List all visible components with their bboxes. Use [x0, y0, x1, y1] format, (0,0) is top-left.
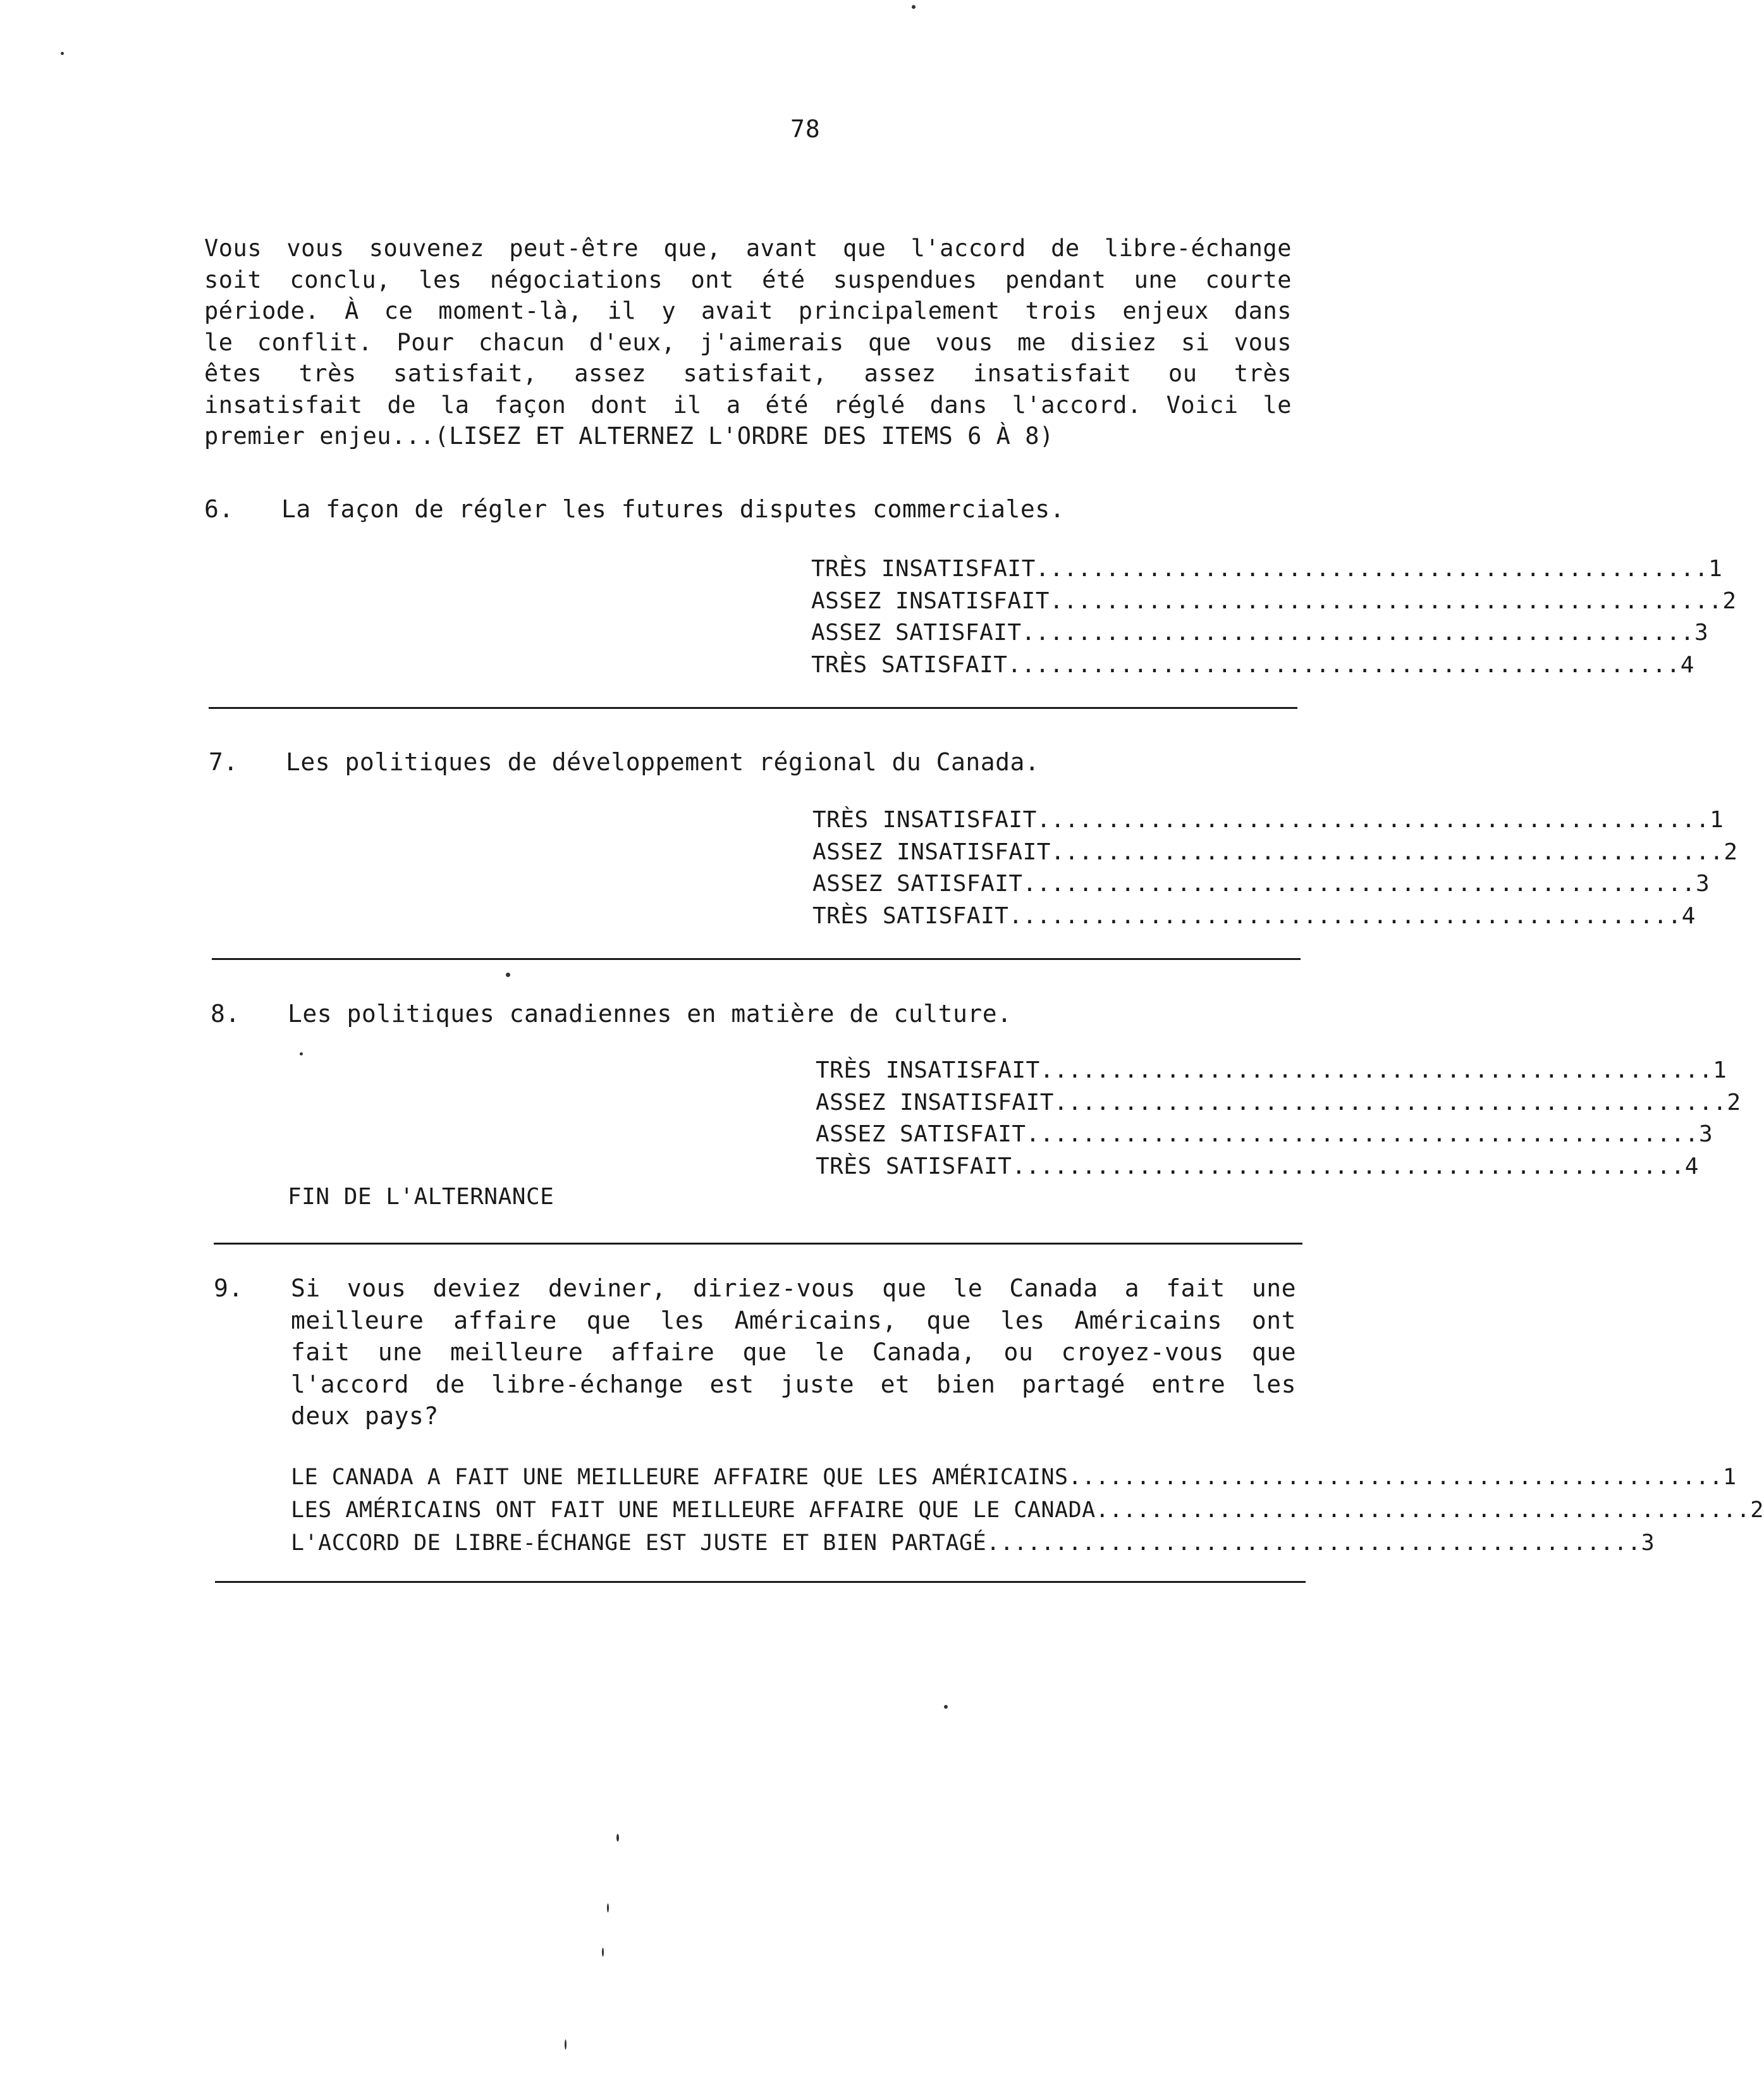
intro-line: insatisfait de la façon dont il a été réglé dans l'accord. Voici le: [204, 391, 1292, 419]
scan-speck: [616, 1834, 619, 1842]
intro-line: soit conclu, les négociations ont été suspendues pendant une courte: [204, 266, 1292, 293]
answer-option: ASSEZ SATISFAIT ................................................ 3: [812, 871, 1710, 897]
answer-option: LE CANADA A FAIT UNE MEILLEURE AFFAIRE QUE LES AMÉRICAINS ................................................ 1: [291, 1465, 1737, 1490]
answer-option: TRÈS SATISFAIT ................................................ 4: [812, 902, 1696, 929]
answer-option: TRÈS INSATISFAIT ................................................ 1: [816, 1057, 1727, 1083]
answer-option: TRÈS INSATISFAIT ................................................ 1: [812, 807, 1724, 833]
question-line: deux pays?: [291, 1402, 439, 1430]
intro-line: le conflit. Pour chacun d'eux, j'aimerais que vous me disiez si vous: [204, 328, 1292, 356]
question-text: Les politiques de développement régional du Canada.: [286, 748, 1040, 776]
answer-option: TRÈS SATISFAIT ................................................ 4: [811, 651, 1694, 678]
scan-speck: [61, 52, 64, 55]
answer-option: TRÈS INSATISFAIT ................................................ 1: [811, 556, 1723, 582]
intro-line: êtes très satisfait, assez satisfait, assez insatisfait ou très: [204, 360, 1292, 387]
question-line: fait une meilleure affaire que le Canada, ou croyez-vous que: [291, 1338, 1296, 1366]
q8-options: [816, 1055, 1741, 1183]
answer-option: TRÈS SATISFAIT ................................................ 4: [816, 1153, 1699, 1179]
q9-options: [291, 1461, 1764, 1559]
section-divider: [215, 1581, 1306, 1583]
question-7: [209, 746, 1283, 778]
question-text: La façon de régler les futures disputes commerciales.: [281, 495, 1065, 523]
scan-speck: [944, 1705, 948, 1709]
page-number: 78: [790, 115, 821, 143]
question-number: 9.: [214, 1274, 243, 1302]
question-line: meilleure affaire que les Américains, que les Américains ont: [291, 1306, 1296, 1334]
q6-options: [811, 553, 1737, 681]
question-number: 7.: [209, 748, 238, 776]
q7-options: [812, 804, 1738, 932]
intro-line: période. À ce moment-là, il y avait principalement trois enjeux dans: [204, 297, 1292, 324]
scan-speck: [607, 1904, 609, 1912]
question-line: l'accord de libre-échange est juste et bien partagé entre les: [291, 1370, 1296, 1398]
answer-option: LES AMÉRICAINS ONT FAIT UNE MEILLEURE AFFAIRE QUE LE CANADA ................................................ 2: [291, 1498, 1764, 1523]
question-line: Si vous deviez deviner, diriez-vous que le Canada a fait une: [291, 1274, 1296, 1302]
answer-option: ASSEZ SATISFAIT ................................................ 3: [816, 1121, 1713, 1147]
answer-option: ASSEZ INSATISFAIT ................................................ 2: [816, 1089, 1741, 1116]
intro-line: Vous vous souvenez peut-être que, avant que l'accord de libre-échange: [204, 235, 1292, 262]
question-6: [204, 493, 1279, 525]
question-9-number: [214, 1272, 277, 1304]
section-divider: [214, 1243, 1302, 1245]
scan-speck: [300, 1052, 303, 1055]
answer-option: ASSEZ INSATISFAIT ................................................ 2: [811, 587, 1737, 614]
intro-line: premier enjeu...(LISEZ ET ALTERNEZ L'ORDRE DES ITEMS 6 À 8): [204, 422, 1054, 450]
intro-paragraph: [204, 233, 1292, 452]
end-of-rotation-note: FIN DE L'ALTERNANCE: [288, 1184, 554, 1210]
scan-speck: [565, 2039, 567, 2050]
scan-speck: [602, 1948, 604, 1957]
answer-option: L'ACCORD DE LIBRE-ÉCHANGE EST JUSTE ET BIEN PARTAGÉ ................................................ 3: [291, 1530, 1655, 1556]
question-number: 8.: [211, 1000, 240, 1028]
answer-option: ASSEZ INSATISFAIT ................................................ 2: [812, 839, 1738, 865]
scan-speck: [506, 973, 510, 977]
question-9-text: [291, 1272, 1296, 1432]
scan-speck: [912, 5, 916, 9]
question-8: [211, 998, 1285, 1030]
section-divider: [209, 707, 1297, 709]
section-divider: [212, 958, 1301, 960]
answer-option: ASSEZ SATISFAIT ................................................ 3: [811, 620, 1709, 646]
question-number: 6.: [204, 495, 234, 523]
question-text: Les politiques canadiennes en matière de culture.: [288, 1000, 1012, 1028]
